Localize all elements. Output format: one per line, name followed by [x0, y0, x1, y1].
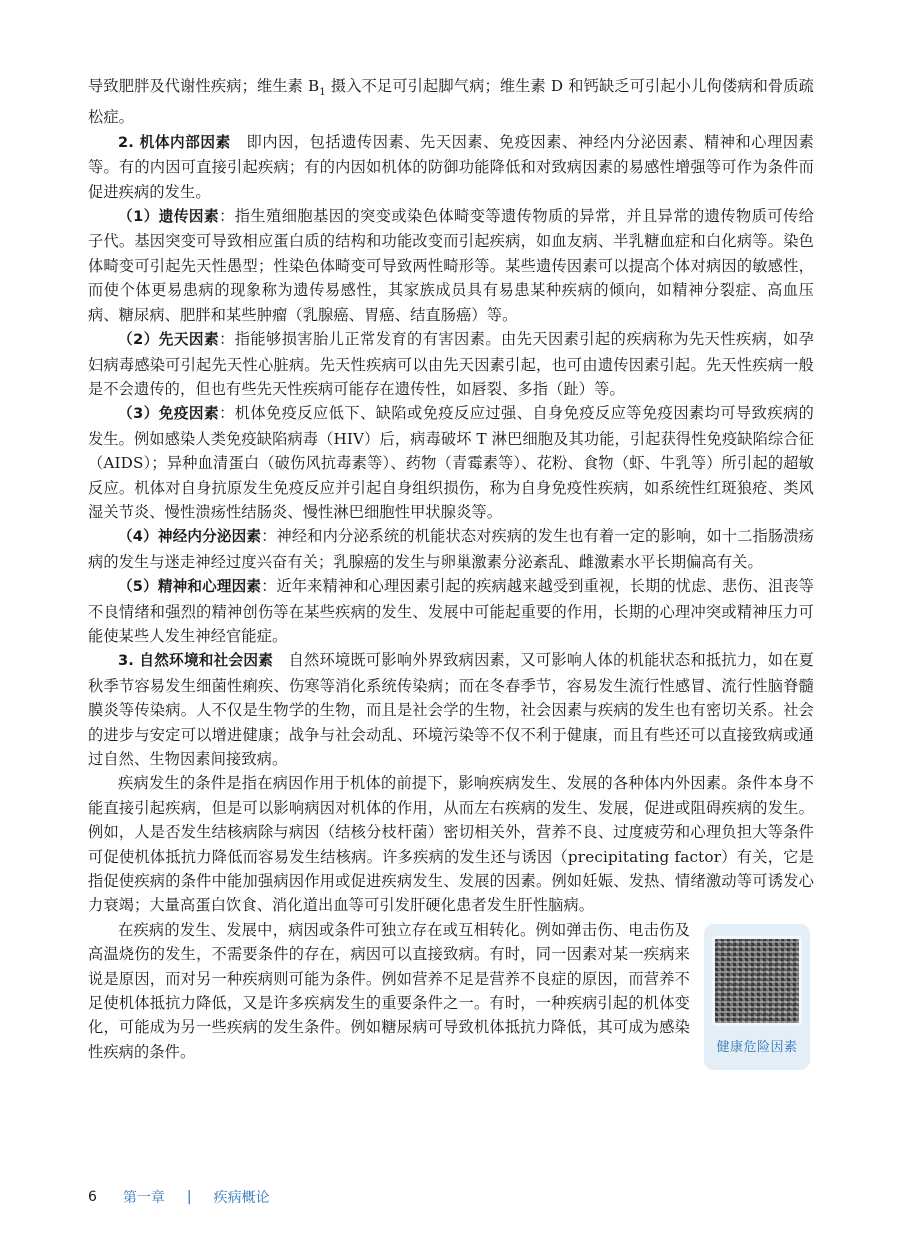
page-body [88, 74, 814, 1078]
paragraph-congenital: （2）先天因素：指能够损害胎儿正常发育的有害因素。由先天因素引起的疾病称为先天性疾病，如孕妇病毒感染可引起先天性心脏病。先天性疾病可以由先天因素引起，也可由遗传因素引起。先天性疾病一般是不会遗传的，但也有些先天性疾病可能存在遗传性，如唇裂、多指（趾）等。 [88, 330, 814, 398]
section-heading: 3. 自然环境和社会因素 [118, 652, 274, 670]
section-environment-society: 3. 自然环境和社会因素 自然环境既可影响外界致病因素，又可影响人体的机能状态和抵抗力，如在夏秋季节容易发生细菌性痢疾、伤寒等消化系统传染病；而在冬春季节，容易发生流行性感冒、流行性脑脊髓膜炎等传染病。人不仅是生物学的生物，而且是社会学的生物，社会因素与疾病的发生也有密切关系。社会的进步与安定可以增进健康；战争与社会动乱、环境污染等不仅不利于健康，而且有些还可以直接致病或通过自然、生物因素间接致病。 [88, 651, 814, 768]
paragraph-transformation: 在疾病的发生、发展中，病因或条件可独立存在或互相转化。例如弹击伤、电击伤及高温烧伤的发生，不需要条件的存在，病因可以直接致病。有时，同一因素对某一疾病来说是原因，而对另一种疾病则可能为条件。例如营养不足是营养不良症的原因，而营养不足使机体抵抗力降低，又是许多疾病发生的重要条件之一。有时，一种疾病引起的机体变化，可能成为另一些疾病的发生条件。例如糖尿病可导致机体抵抗力降低，其可成为感染性疾病的条件。 [88, 920, 690, 1061]
subheading: （3）免疫因素 [118, 405, 220, 423]
qr-resource[interactable] [704, 924, 814, 1074]
subheading: （1）遗传因素 [118, 208, 220, 226]
chapter-label: 第一章 [122, 1190, 165, 1206]
paragraph-conditions: 疾病发生的条件是指在病因作用于机体的前提下，影响疾病发生、发展的各种体内外因素。条件本身不能直接引起疾病，但是可以影响病因对机体的作用，从而左右疾病的发生、发展，促进或阻碍疾病的发生。例如，人是否发生结核病除与病因（结核分枝杆菌）密切相关外，营养不良、过度疲劳和心理负担大等条件可促使机体抵抗力降低而容易发生结核病。许多疾病的发生还与诱因（precipitating factor）有关，它是指促使疾病的条件中能加强病因作用或促进疾病发生、发展的因素。例如妊娠、发热、情绪激动等可诱发心力衰竭；大量高蛋白饮食、消化道出血等可引发肝硬化患者发生肝性脑病。 [88, 774, 814, 915]
paragraph-psychological: （5）精神和心理因素：近年来精神和心理因素引起的疾病越来越受到重视，长期的忧虑、悲伤、沮丧等不良情绪和强烈的精神创伤等在某些疾病的发生、发展中可能起重要的作用，长期的心理冲突或精神压力可能使某些人发生神经官能症。 [88, 577, 814, 645]
qr-label: 健康危险因素 [716, 1039, 798, 1055]
subheading: （2）先天因素 [118, 331, 220, 349]
section-internal-factors: 2. 机体内部因素 即内因，包括遗传因素、先天因素、免疫因素、神经内分泌因素、精神和心理因素等。有的内因可直接引起疾病；有的内因如机体的防御功能降低和对致病因素的易感性增强等可作为条件而促进疾病的发生。 [88, 132, 814, 201]
subheading: （4）神经内分泌因素 [118, 528, 262, 546]
chapter-title: 疾病概论 [213, 1190, 270, 1206]
paragraph-genetic: （1）遗传因素：指生殖细胞基因的突变或染色体畸变等遗传物质的异常，并且异常的遗传物质可传给子代。基因突变可导致相应蛋白质的结构和功能改变而引起疾病，如血友病、半乳糖血症和白化病等。染色体畸变可引起先天性愚型；性染色体畸变可导致两性畸形等。某些遗传因素可以提高个体对病因的敏感性，而使个体更易患病的现象称为遗传易感性，其家族成员具有易患某种疾病的倾向，如精神分裂症、高血压病、糖尿病、肥胖和某些肿瘤（乳腺癌、胃癌、结直肠癌）等。 [88, 207, 814, 324]
page-number: 6 [88, 1189, 97, 1205]
subheading: （5）精神和心理因素 [118, 578, 262, 596]
qr-card[interactable] [704, 924, 810, 1070]
paragraph-vitamin: 导致肥胖及代谢性疾病；维生素 $B_1$ 摄入不足可引起脚气病；维生素 D 和钙缺乏可引起小儿佝偻病和骨质疏松症。 [88, 77, 814, 127]
section-heading: 2. 机体内部因素 [118, 133, 231, 151]
qr-code-icon[interactable] [712, 936, 802, 1026]
paragraph-immune: （3）免疫因素：机体免疫反应低下、缺陷或免疫反应过强、自身免疫反应等免疫因素均可导致疾病的发生。例如感染人类免疫缺陷病毒（HIV）后，病毒破坏 T 淋巴细胞及其功能，引起获得性免疫缺陷综合征（AIDS）；异种血清蛋白（破伤风抗毒素等）、药物（青霉素等）、花粉、食物（虾、牛乳等）所引起的超敏反应。机体对自身抗原发生免疫反应并引起自身组织损伤，称为自身免疫性疾病，如系统性红斑狼疮、类风湿关节炎、慢性溃疡性结肠炎、慢性淋巴细胞性甲状腺炎等。 [88, 404, 814, 521]
page-footer [88, 1187, 270, 1207]
paragraph-neuroendocrine: （4）神经内分泌因素：神经和内分泌系统的机能状态对疾病的发生也有着一定的影响，如十二指肠溃疡病的发生与迷走神经过度兴奋有关；乳腺癌的发生与卵巢激素分泌紊乱、雌激素水平长期偏高有关。 [88, 527, 814, 571]
footer-separator: | [186, 1189, 192, 1205]
